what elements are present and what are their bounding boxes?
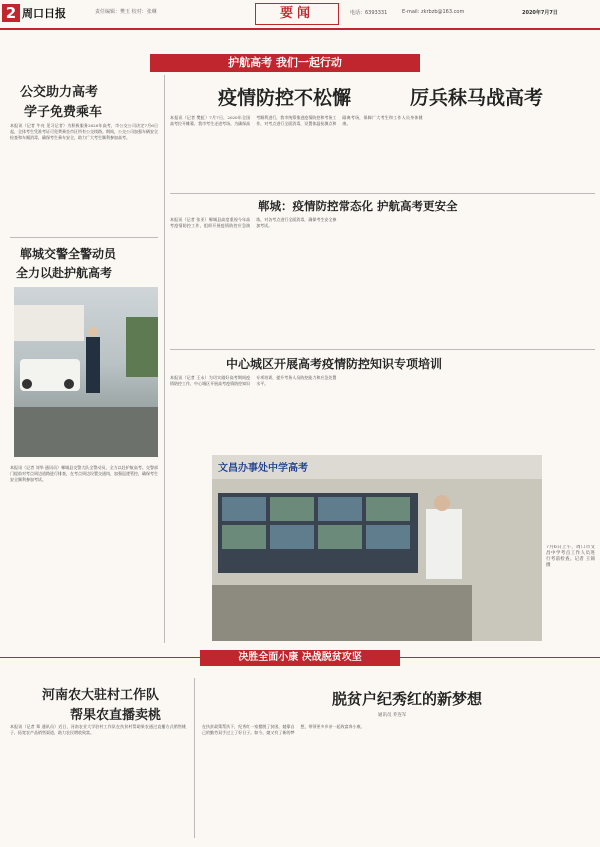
editor-note: 责任编辑：樊玉 校对：张琳 — [95, 9, 157, 15]
farm-title-1: 河南农大驻村工作队 — [42, 688, 160, 703]
article-title-bus-1: 公交助力高考 — [20, 85, 99, 100]
header-rule — [0, 28, 600, 30]
monitor-screen — [318, 525, 362, 549]
divider — [10, 237, 158, 238]
tree-shape — [126, 317, 158, 377]
monitor-screen — [366, 497, 410, 521]
paper-name: 周口日报 — [22, 7, 66, 20]
main-article-text: 本报讯（记者 樊虹）7月7日，2020年全国高考拉开帷幕，我市考生走进考场。为确保高考顺利进行，我市统筹推进疫情防控和考务工作，对考点进行全面消毒，设置体温检测点和隔离考场，保障广大考生和工作人员身体健康。 — [170, 115, 423, 126]
issue-date: 2020年7月7日 — [522, 10, 558, 16]
bottom-banner: 决胜全面小康 决战脱贫攻坚 — [200, 650, 400, 666]
dancheng-article-text: 本报讯（记者 张亚）郸城县高度重视今年高考疫情防控工作，组织开展疫情防控应急演练，对各考点进行全面消毒，确保考生安全参加考试。 — [170, 217, 337, 228]
page-header — [0, 0, 600, 40]
wheel-shape — [64, 379, 74, 389]
email: E-mail: zkrbzb@163.com — [402, 9, 465, 15]
monitor-screen — [366, 525, 410, 549]
monitor-screen — [318, 497, 362, 521]
exam-room-photo — [212, 455, 542, 641]
article-text-bus: 本报讯（记者 牛亮 见习记者）为积极服务2020年高考，市公交公司决定7月6日起，全体考生凭准考证可免费乘坐市区所有公交线路。期间，公交公司加强车辆安全检查和车厢消毒，确保考生乘车安全，助力广大考生顺利参加高考。 — [10, 123, 158, 140]
article-title-police-1: 郸城交警全警动员 — [20, 247, 117, 261]
farm-article-text: 本报讯（记者 郑 通讯员）近日，河南农业大学驻村工作队在扶贫村帮助果农通过直播方式销售桃子，拓宽农产品销售渠道，助力农民增收致富。 — [10, 724, 186, 735]
divider — [170, 349, 595, 350]
road-shape — [14, 407, 158, 457]
staff-shape — [426, 509, 462, 579]
article-title-bus-2: 学子免费乘车 — [24, 105, 103, 120]
staff-head-shape — [434, 495, 450, 511]
section-title: 要闻 — [255, 3, 339, 25]
training-article-text: 本报讯（记者 王永）为切实做好高考期间疫情防控工作，中心城区开展高考疫情防控知识专项培训，提升考务人员防控能力和应急处置水平。 — [170, 375, 337, 386]
monitor-screen — [222, 525, 266, 549]
building-shape — [14, 305, 84, 341]
monitor-screen — [270, 497, 314, 521]
left-column — [10, 75, 158, 645]
article-text-police: 本报讯（记者 刘华 通讯员）郸城县交警大队全警动员，全力以赴护航高考。交警部门提前对考点周边道路进行排查，在考点周边设置交通岗，加强巡逻管控，确保考生安全顺利参加考试。 — [10, 465, 158, 482]
main-area — [170, 75, 595, 645]
farm-title-2: 帮果农直播卖桃 — [70, 708, 162, 723]
top-banner: 护航高考 我们一起行动 — [150, 54, 420, 72]
wheel-shape — [22, 379, 32, 389]
column-divider — [194, 678, 195, 838]
officer-head-shape — [88, 327, 98, 337]
main-headline-left: 疫情防控不松懈 — [218, 87, 352, 109]
police-photo — [14, 287, 158, 457]
monitor-screen — [222, 497, 266, 521]
divider — [170, 193, 595, 194]
sub-headline-training: 中心城区开展高考疫情防控知识专项培训 — [226, 357, 443, 371]
poverty-byline: 通讯员 乔连军 — [378, 713, 407, 718]
sub-headline-dancheng: 郸城：疫情防控常态化 护航高考更安全 — [258, 199, 458, 213]
monitor-screen — [270, 525, 314, 549]
desk-shape — [212, 585, 472, 641]
bottom-section — [10, 672, 590, 842]
tel: 电话：6393331 — [350, 10, 388, 16]
photo-wall-sign: 文昌办事处中学高考 — [218, 463, 308, 474]
column-divider — [164, 75, 165, 643]
main-headline-right: 厉兵秣马战高考 — [410, 87, 544, 109]
photo-caption: 7月6日上午，周口市文昌中学考点工作人员进行考前检查。记者 王锦 摄 — [546, 545, 595, 568]
page-number: 2 — [2, 4, 20, 22]
officer-shape — [86, 337, 100, 393]
poverty-article-text: 在扶贫政策帮扶下，纪秀红一家摆脱了贫困，她靠自己的勤劳双手过上了好日子。如今，她又有了新的梦想，带领更多乡亲一起致富奔小康。 — [202, 724, 365, 735]
article-title-police-2: 全力以赴护航高考 — [16, 266, 113, 280]
poverty-title: 脱贫户纪秀红的新梦想 — [332, 690, 483, 708]
